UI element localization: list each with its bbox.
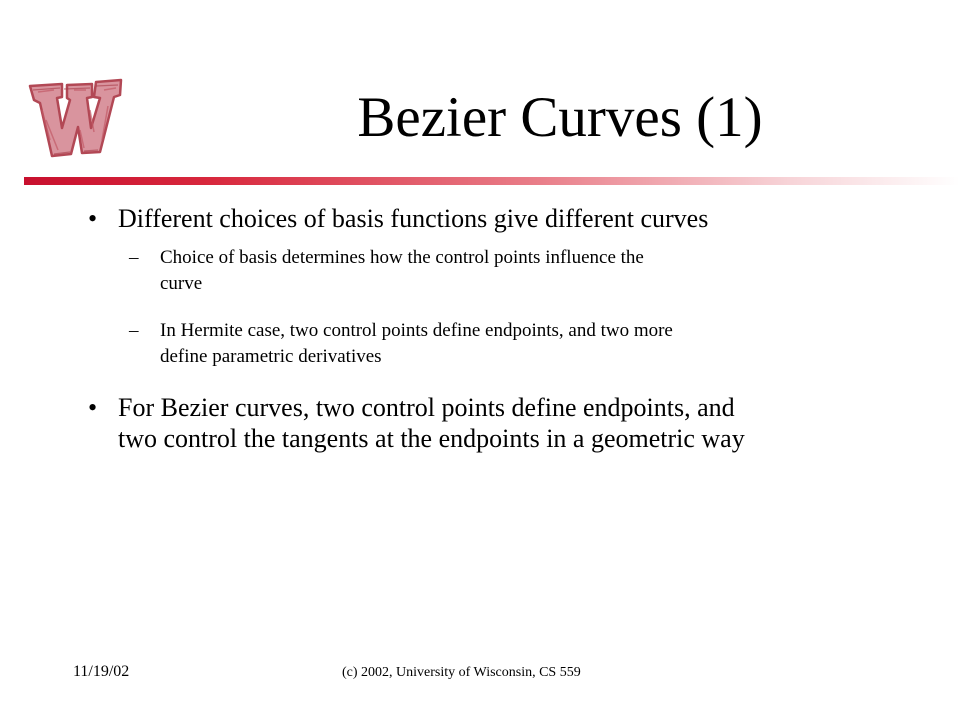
footer-copyright: (c) 2002, University of Wisconsin, CS 559 xyxy=(342,665,581,680)
footer-date: 11/19/02 xyxy=(73,663,130,680)
subbullet-item xyxy=(129,245,865,297)
bullet-marker: • xyxy=(88,204,98,233)
slide-title: Bezier Curves (1) xyxy=(357,86,763,149)
subbullet-line: Choice of basis determines how the control points influence the xyxy=(160,247,644,268)
bullet-item xyxy=(88,392,898,454)
bullet-text: Different choices of basis functions give different curves xyxy=(118,204,709,233)
bullet-line: For Bezier curves, two control points define endpoints, and xyxy=(118,393,735,422)
bullet-marker: • xyxy=(88,393,98,422)
bullet-line: two control the tangents at the endpoints in a geometric way xyxy=(118,424,745,453)
dash-marker: – xyxy=(129,247,139,268)
subbullet-line: define parametric derivatives xyxy=(160,346,382,367)
subbullet-line: curve xyxy=(160,273,203,294)
subbullet-item xyxy=(129,318,865,370)
dash-marker: – xyxy=(129,320,139,341)
subbullet-line: In Hermite case, two control points define endpoints, and two more xyxy=(160,320,673,341)
bullet-item xyxy=(88,203,898,234)
